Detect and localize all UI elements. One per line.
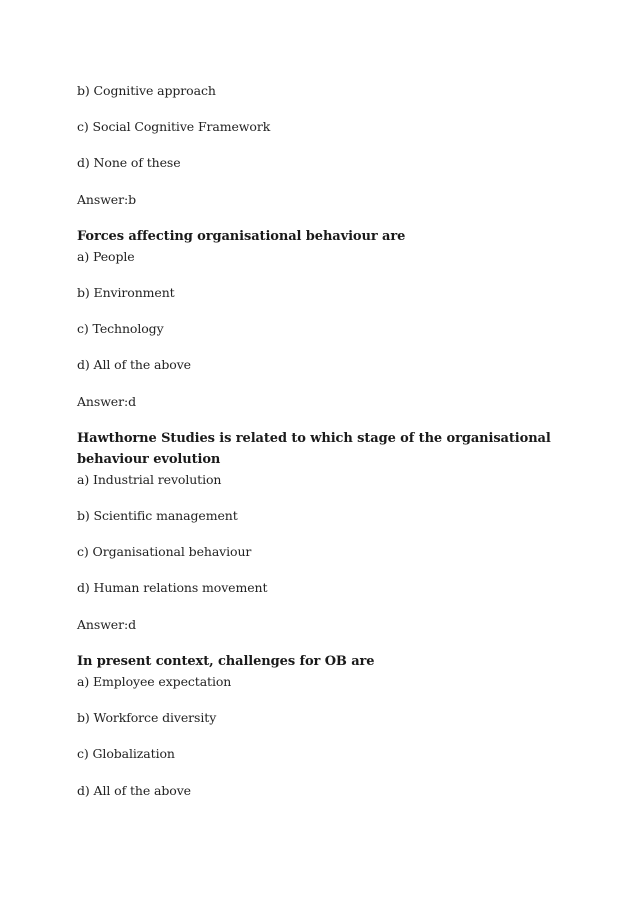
option-b: b) Workforce diversity	[77, 710, 217, 725]
answer-text: Answer:b	[77, 192, 136, 207]
option-d: d) Human relations movement	[77, 580, 268, 595]
question-heading: In present context, challenges for OB are	[77, 654, 375, 669]
question-heading: Forces affecting organisational behaviour are	[77, 229, 406, 244]
question-heading: Hawthorne Studies is related to which stage of the organisational behaviour evolution	[77, 431, 551, 467]
option-b: b) Scientific management	[77, 508, 238, 523]
option-c: c) Social Cognitive Framework	[77, 119, 271, 134]
option-a: a) Industrial revolution	[77, 472, 222, 487]
option-c: c) Technology	[77, 321, 164, 336]
option-c: c) Organisational behaviour	[77, 544, 252, 559]
option-b: b) Cognitive approach	[77, 83, 216, 98]
option-d: d) All of the above	[77, 783, 191, 798]
option-d: d) None of these	[77, 155, 181, 170]
option-c: c) Globalization	[77, 746, 175, 761]
answer-text: Answer:d	[77, 617, 136, 632]
answer-text: Answer:d	[77, 394, 136, 409]
option-d: d) All of the above	[77, 357, 191, 372]
option-a: a) People	[77, 249, 135, 264]
option-b: b) Environment	[77, 285, 175, 300]
option-a: a) Employee expectation	[77, 674, 232, 689]
